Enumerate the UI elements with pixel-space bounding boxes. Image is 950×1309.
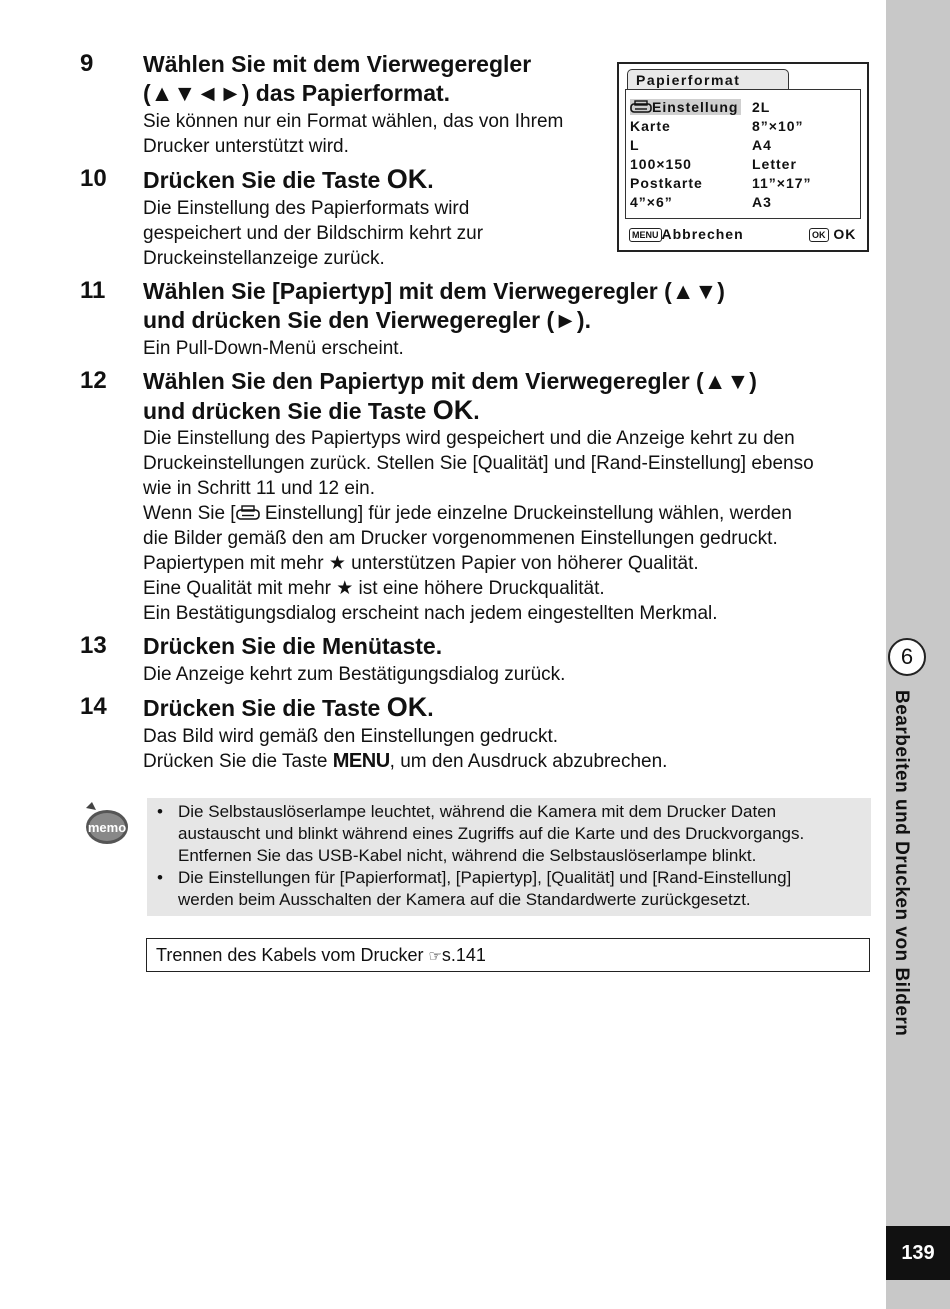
step-body — [143, 724, 667, 774]
step-heading — [143, 277, 725, 335]
heading-text: . — [427, 695, 434, 721]
body-line: Sie können nur ein Format wählen, das von Ihrem — [143, 111, 564, 132]
body-line: Die Einstellung des Papiertyps wird gespeichert und die Anzeige kehrt zu den — [143, 428, 795, 449]
heading-text: Drücken Sie die Taste — [143, 167, 387, 193]
step-heading — [143, 165, 434, 195]
body-line: gespeichert und der Bildschirm kehrt zur — [143, 223, 484, 244]
lcd-option-label: L — [630, 137, 640, 153]
ok-button-symbol: OK — [386, 164, 428, 194]
lcd-cancel-guide — [629, 226, 744, 242]
step-heading — [143, 693, 434, 723]
step-number: 13 — [80, 632, 107, 659]
printer-icon — [630, 100, 652, 114]
heading-text: . — [427, 167, 434, 193]
body-line: Die Anzeige kehrt zum Bestätigungsdialog zurück. — [143, 664, 566, 685]
heading-line: und drücken Sie den Vierwegeregler (►). — [143, 307, 591, 333]
ok-key-icon: OK — [809, 228, 829, 242]
menu-key-icon: MENU — [629, 228, 662, 242]
lcd-option-value: 2L — [752, 99, 771, 115]
lcd-option-label: Einstellung — [652, 99, 739, 115]
chapter-title: Bearbeiten und Drucken von Bildern — [891, 690, 912, 1037]
ok-button-symbol: OK — [386, 692, 428, 722]
body-text: Drücken Sie die Taste — [143, 751, 333, 772]
step-number: 14 — [80, 693, 107, 720]
body-line: Druckeinstellanzeige zurück. — [143, 248, 385, 269]
body-line: wie in Schritt 11 und 12 ein. — [143, 478, 376, 499]
chapter-number-badge: 6 — [888, 638, 926, 676]
body-line: die Bilder gemäß den am Drucker vorgenommenen Einstellungen gedruckt. — [143, 528, 778, 549]
step-heading: Drücken Sie die Menütaste. — [143, 633, 443, 659]
step-body — [143, 426, 814, 626]
body-text: Einstellung] für jede einzelne Druckeinstellung wählen, werden — [259, 503, 792, 524]
memo-icon — [80, 800, 130, 848]
heading-line: Wählen Sie mit dem Vierwegeregler — [143, 51, 532, 77]
lcd-options-panel — [625, 89, 861, 219]
heading-text: . — [473, 398, 480, 424]
heading-line: (▲▼◄►) das Papierformat. — [143, 80, 451, 106]
step-body — [143, 196, 483, 271]
step-body — [143, 662, 565, 687]
page-number: 139 — [886, 1226, 950, 1280]
memo-item — [178, 801, 868, 867]
heading-line — [143, 396, 757, 426]
step-number: 12 — [80, 367, 107, 394]
body-line: Ein Bestätigungsdialog erscheint nach jedem eingestellten Merkmal. — [143, 603, 718, 624]
body-text: , um den Ausdruck abzubrechen. — [389, 751, 668, 772]
lcd-tab-title: Papierformat — [627, 69, 789, 89]
heading-line: Wählen Sie [Papiertyp] mit dem Vierwegeregler (▲▼) — [143, 278, 725, 304]
body-line: Ein Pull-Down-Menü erscheint. — [143, 338, 404, 359]
lcd-bottom-bar — [627, 224, 859, 244]
menu-button-symbol: MENU — [332, 750, 390, 772]
step-heading — [143, 367, 757, 426]
memo-line: werden beim Ausschalten der Kamera auf die Standardwerte zurückgesetzt. — [178, 890, 751, 909]
body-line: Die Einstellung des Papierformats wird — [143, 198, 470, 219]
body-line: Druckeinstellungen zurück. Stellen Sie [Qualität] und [Rand-Einstellung] ebenso — [143, 453, 814, 474]
pointing-hand-icon: ☞ — [428, 948, 442, 965]
printer-icon — [236, 505, 260, 521]
lcd-option-value: A3 — [752, 194, 772, 210]
step-number: 10 — [80, 165, 107, 192]
memo-item — [178, 867, 868, 911]
body-line: Eine Qualität mit mehr ★ ist eine höhere Druckqualität. — [143, 578, 605, 599]
lcd-selected-option — [630, 99, 741, 115]
lcd-screen-papierformat — [617, 62, 869, 252]
lcd-ok-label: OK — [833, 226, 857, 242]
step-number: 9 — [80, 50, 94, 77]
memo-line: austauscht und blinkt während eines Zugriffs auf die Karte und des Druckvorgangs. — [178, 824, 805, 843]
cross-reference-box — [146, 938, 870, 972]
lcd-option-value: A4 — [752, 137, 772, 153]
reference-text: Trennen des Kabels vom Drucker — [156, 945, 429, 965]
memo-line: Entfernen Sie das USB-Kabel nicht, während die Selbstauslöserlampe blinkt. — [178, 846, 757, 865]
lcd-option-value: 8”×10” — [752, 118, 804, 134]
body-line: Das Bild wird gemäß den Einstellungen gedruckt. — [143, 726, 559, 747]
lcd-ok-guide — [809, 226, 856, 242]
bullet: • — [157, 868, 163, 887]
page-reference-link[interactable]: s.141 — [441, 945, 486, 965]
step-number: 11 — [80, 277, 106, 304]
step-body — [143, 336, 404, 361]
body-text: Wenn Sie [ — [143, 503, 236, 524]
memo-icon-label: memo — [87, 820, 127, 835]
ok-button-symbol: OK — [432, 395, 474, 425]
lcd-option-label: 4”×6” — [630, 194, 673, 210]
lcd-option-label: Karte — [630, 118, 671, 134]
lcd-option-value: Letter — [752, 156, 797, 172]
lcd-cancel-label: Abbrechen — [661, 226, 744, 242]
memo-line: Die Selbstauslöserlampe leuchtet, während die Kamera mit dem Drucker Daten — [178, 802, 777, 821]
lcd-option-label: Postkarte — [630, 175, 703, 191]
heading-line: Wählen Sie den Papiertyp mit dem Vierwegeregler (▲▼) — [143, 368, 757, 394]
step-body — [143, 109, 563, 159]
body-line — [143, 501, 814, 526]
step-heading — [143, 50, 531, 108]
bullet: • — [157, 802, 163, 821]
memo-line: Die Einstellungen für [Papierformat], [Papiertyp], [Qualität] und [Rand-Einstellung] — [178, 868, 792, 887]
lcd-option-value: 11”×17” — [752, 175, 812, 191]
body-line — [143, 749, 667, 774]
heading-text: Drücken Sie die Taste — [143, 695, 387, 721]
lcd-option-einstellung — [630, 98, 741, 116]
heading-text: und drücken Sie die Taste — [143, 398, 433, 424]
lcd-option-label: 100×150 — [630, 156, 692, 172]
body-line: Drucker unterstützt wird. — [143, 136, 349, 157]
body-line: Papiertypen mit mehr ★ unterstützen Papier von höherer Qualität. — [143, 553, 699, 574]
